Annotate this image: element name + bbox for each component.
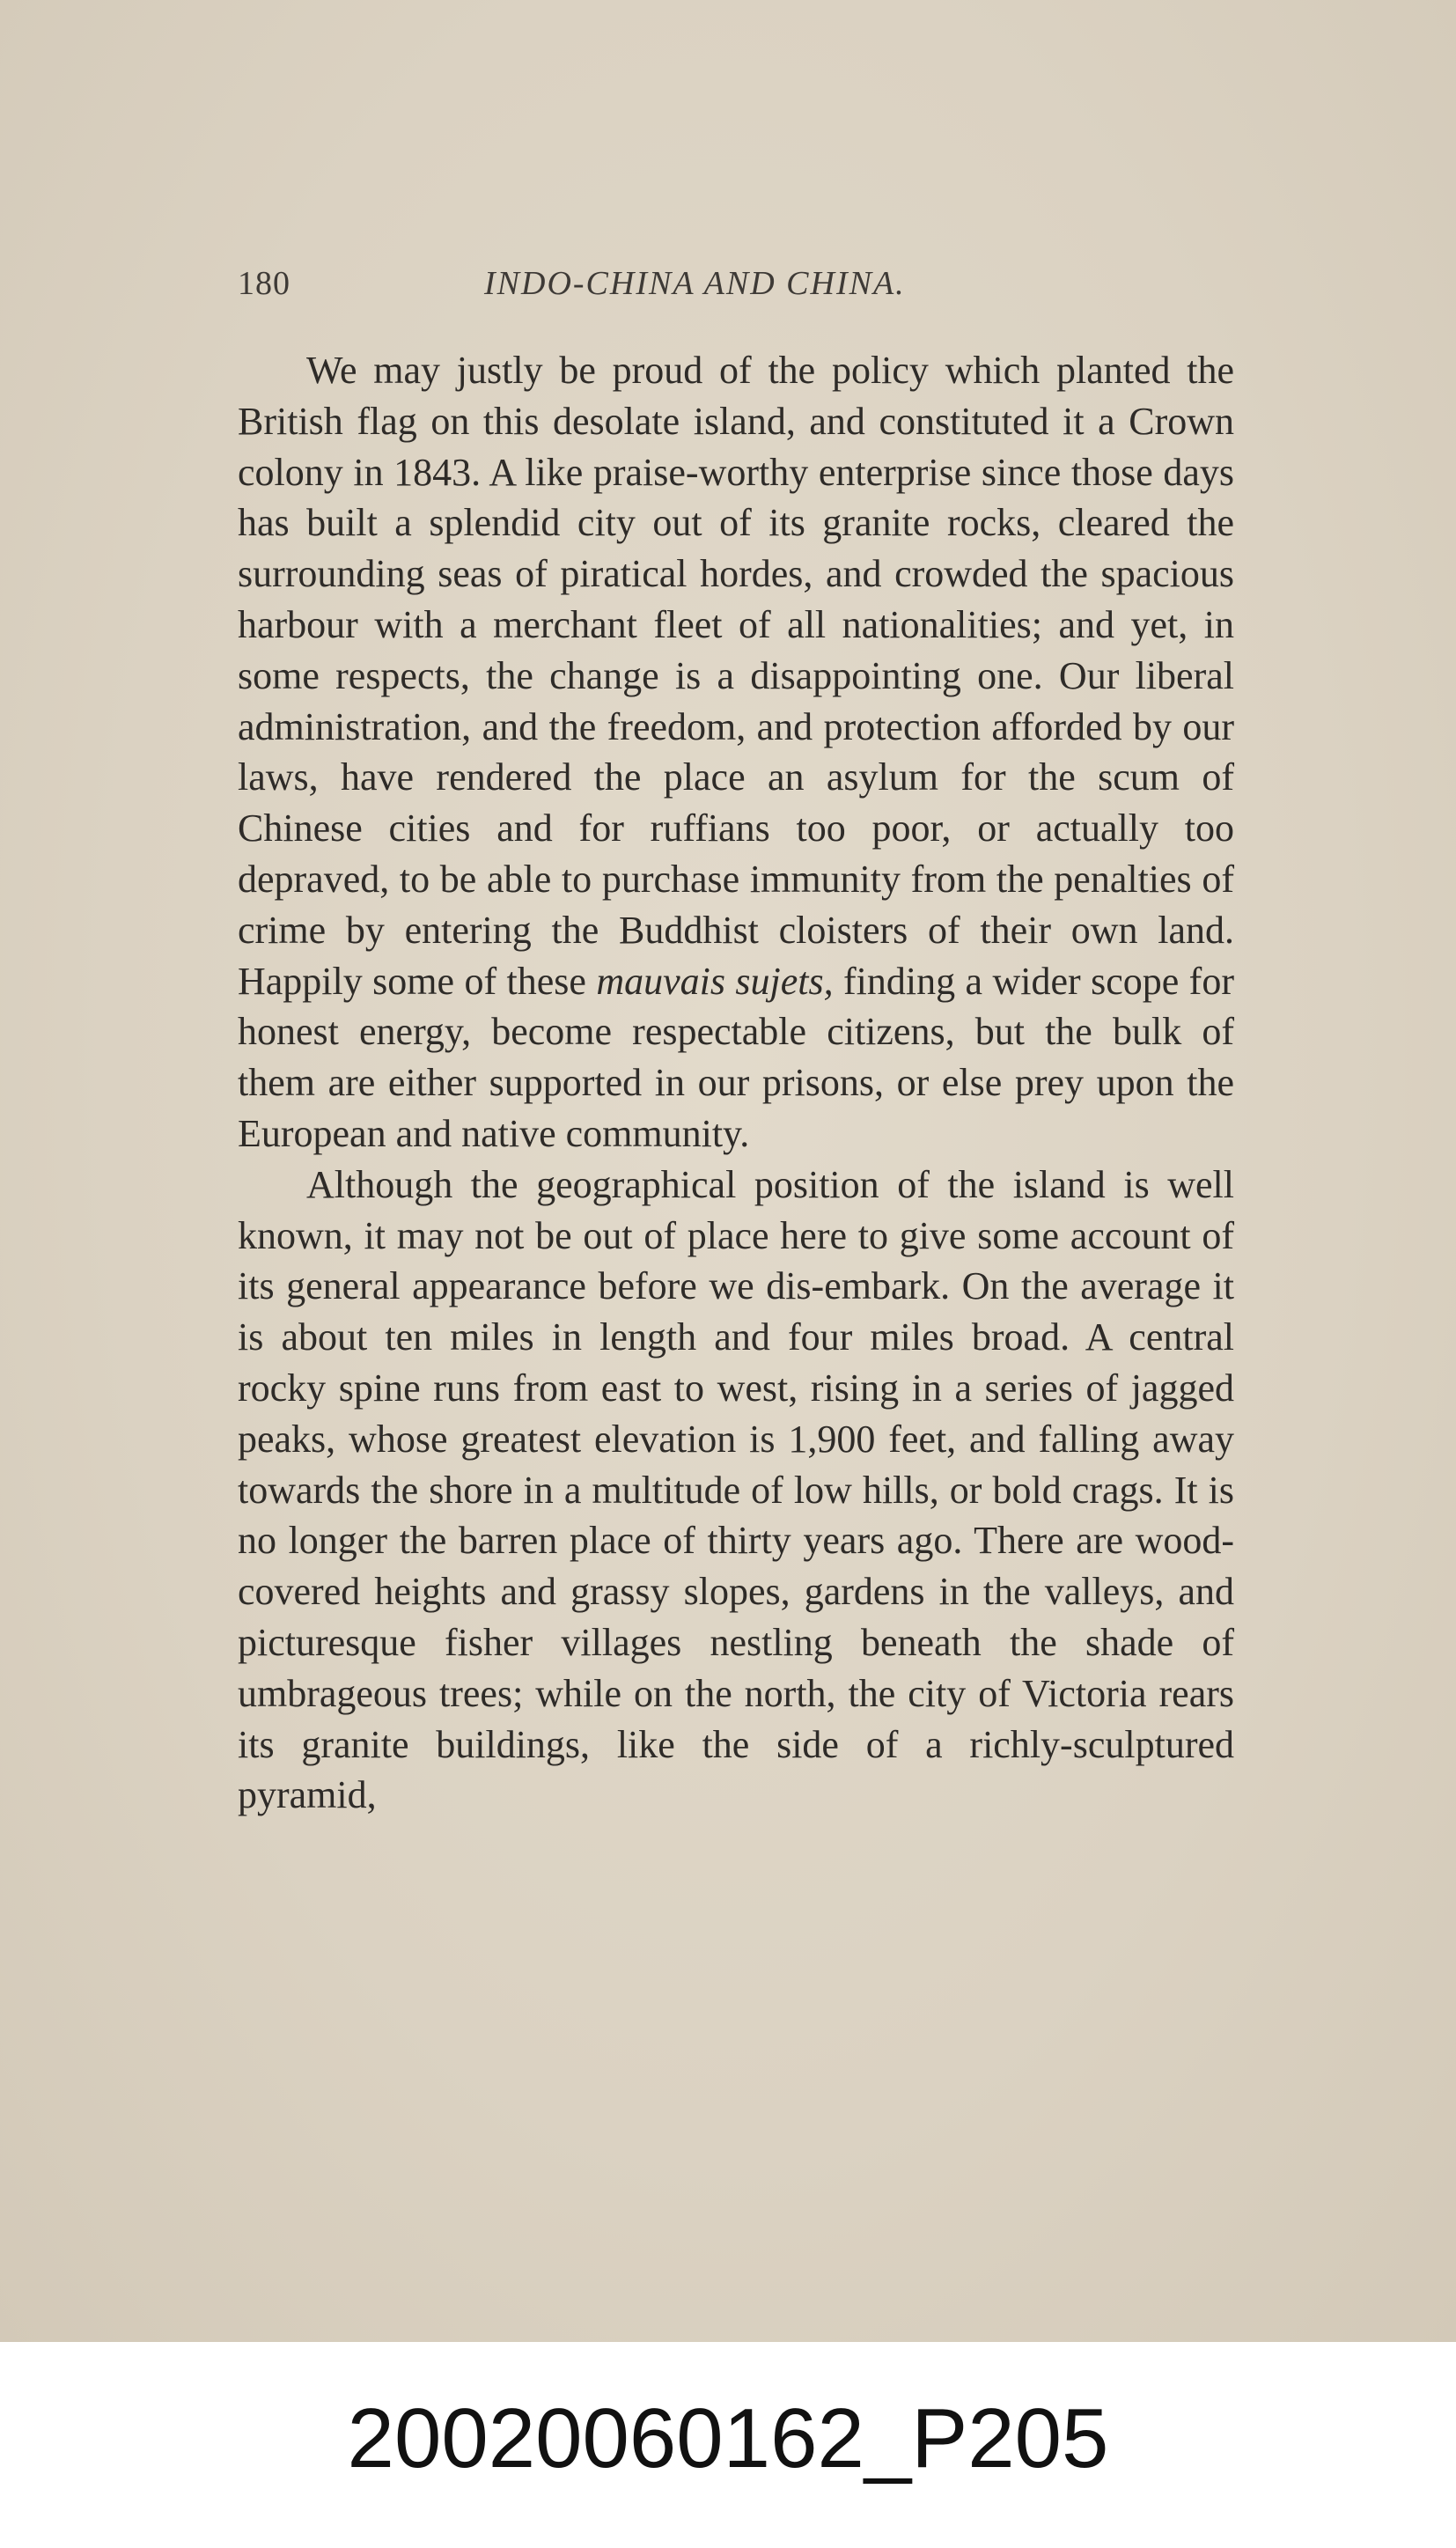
paragraph-1-text-after: finding a wider scope for honest energy, become respectable citizens, but the bulk of them are either supported in our prisons, or else prey upon the European and native community.: [238, 959, 1234, 1155]
paragraph-1: [238, 345, 1234, 1160]
body-text: [238, 345, 1234, 1821]
paragraph-1-text-before: We may justly be proud of the policy which planted the British flag on this desolate island, and constituted it a Crown colony in 1843. A like praise-worthy enterprise since those days has built a splendid city out of its granite rocks, cleared the surrounding seas of piratical hordes, and crowded the spacious harbour with a merchant fleet of all nationalities; and yet, in some respects, the change is a disappointing one. Our liberal administration, and the freedom, and protection afforded by our laws, have rendered the place an asylum for the scum of Chinese cities and for ruffians too poor, or actually too depraved, to be able to purchase immunity from the penalties of crime by entering the Buddhist cloisters of their own land. Happily some of these: [238, 349, 1234, 1003]
paragraph-2: Although the geographical position of the island is well known, it may not be out of place here to give some account of its general appearance before we dis-embark. On the average it is about ten miles in length and four miles broad. A central rocky spine runs from east to west, rising in a series of jagged peaks, whose greatest elevation is 1,900 feet, and falling away towards the shore in a multitude of low hills, or bold crags. It is no longer the barren place of thirty years ago. There are wood-covered heights and grassy slopes, gardens in the valleys, and picturesque fisher villages nestling beneath the shade of umbrageous trees; while on the north, the city of Victoria rears its granite buildings, like the side of a richly-sculptured pyramid,: [238, 1162, 1234, 1817]
running-title: INDO-CHINA AND CHINA.: [484, 265, 906, 302]
italic-phrase: mauvais sujets,: [596, 959, 834, 1003]
image-caption: 20020060162_P205: [347, 2391, 1109, 2485]
running-head: [238, 264, 1241, 317]
page-number: 180: [238, 265, 290, 302]
